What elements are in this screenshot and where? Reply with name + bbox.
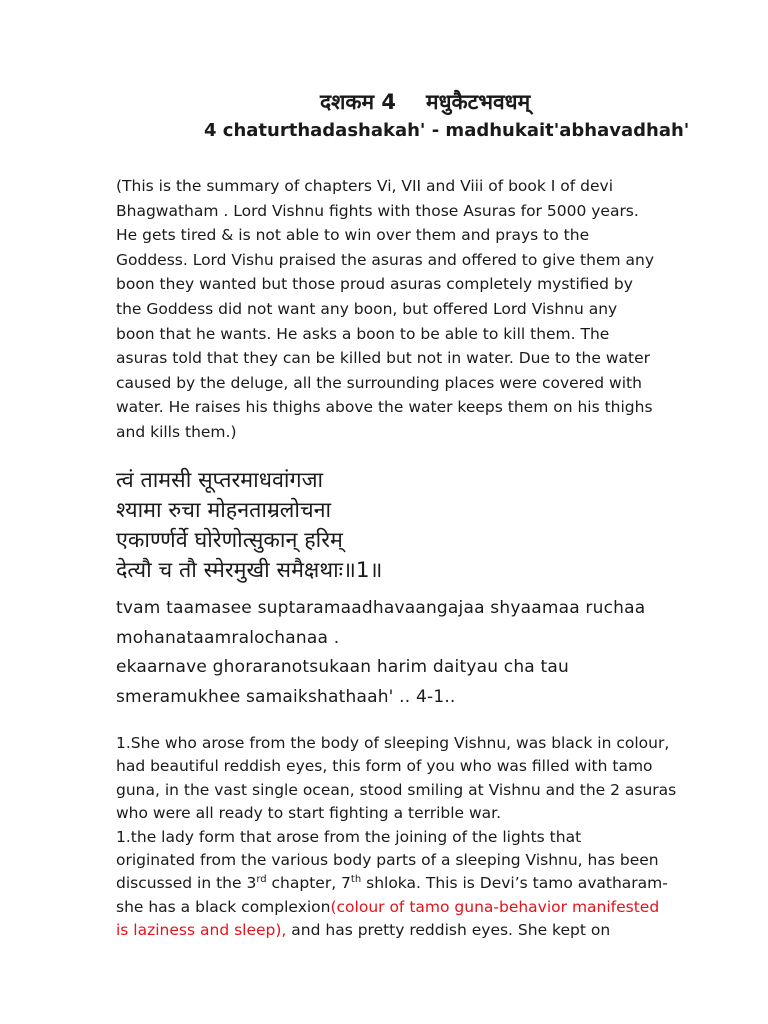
meaning-text: chapter, 7 bbox=[266, 874, 351, 893]
highlighted-note: (colour of tamo guna-behavior manifested bbox=[330, 897, 660, 916]
superscript-th: th bbox=[350, 874, 362, 886]
verse-transliteration bbox=[116, 594, 645, 712]
summary-line: boon they wanted but those proud asuras completely mystified by bbox=[116, 275, 633, 294]
sanskrit-verse bbox=[116, 466, 382, 586]
summary-line: Goddess. Lord Vishu praised the asuras and offered to give them any bbox=[116, 250, 655, 269]
verse-line: श्यामा रुचा मोहनताम्रलोचना bbox=[116, 498, 332, 523]
meaning-line: had beautiful reddish eyes, this form of you who was filled with tamo bbox=[116, 757, 653, 776]
summary-line: the Goddess did not want any boon, but offered Lord Vishnu any bbox=[116, 299, 618, 318]
chapter-heading bbox=[320, 88, 530, 116]
summary-line: He gets tired & is not able to win over them and prays to the bbox=[116, 226, 590, 245]
chapter-title-transliteration: 4 chaturthadashakah' - madhukait'abhavadhah' bbox=[204, 120, 690, 141]
meaning-line bbox=[116, 872, 716, 895]
meaning-text: shloka. This is Devi’s tamo avatharam- bbox=[361, 874, 668, 893]
chapter-summary bbox=[116, 174, 676, 445]
translit-line: ekaarnave ghoraranotsukaan harim daityau cha tau bbox=[116, 657, 569, 677]
verse-line: एकार्ण्णर्वे घोरेणोत्सुकान् हरिम् bbox=[116, 528, 343, 553]
dashakam-number: दशकम 4 bbox=[320, 90, 397, 114]
meaning-text: and has pretty reddish eyes. She kept on bbox=[286, 921, 611, 940]
verse-line: देत्यौ च तौ स्मेरमुखी समैक्षथाः॥1॥ bbox=[116, 558, 383, 583]
summary-line: water. He raises his thighs above the water keeps them on his thighs bbox=[116, 398, 653, 417]
verse-line: त्वं तामसी सूप्तरमाधवांगजा bbox=[116, 468, 324, 493]
meaning-line bbox=[116, 919, 716, 942]
highlighted-note: is laziness and sleep), bbox=[116, 921, 287, 940]
meaning-line: originated from the various body parts of a sleeping Vishnu, has been bbox=[116, 851, 659, 870]
translit-line: tvam taamasee suptaramaadhavaangajaa shyaamaa ruchaa bbox=[116, 598, 646, 618]
verse-meaning bbox=[116, 732, 716, 943]
summary-line: and kills them.) bbox=[116, 422, 237, 441]
chapter-title-devanagari: मधुकैटभवधम् bbox=[426, 90, 531, 114]
summary-line: Bhagwatham . Lord Vishnu fights with those Asuras for 5000 years. bbox=[116, 201, 639, 220]
meaning-line bbox=[116, 896, 716, 919]
summary-line: boon that he wants. He asks a boon to be able to kill them. The bbox=[116, 324, 610, 343]
meaning-line: guna, in the vast single ocean, stood smiling at Vishnu and the 2 asuras bbox=[116, 780, 677, 799]
summary-line: caused by the deluge, all the surrounding places were covered with bbox=[116, 373, 642, 392]
summary-line: asuras told that they can be killed but not in water. Due to the water bbox=[116, 349, 650, 368]
translit-line: mohanataamralochanaa . bbox=[116, 627, 340, 648]
translit-line: smeramukhee samaikshathaah' .. 4-1.. bbox=[116, 686, 456, 707]
meaning-text: discussed in the 3 bbox=[116, 874, 257, 893]
superscript-rd: rd bbox=[256, 874, 267, 886]
summary-line: (This is the summary of chapters Vi, VII and Viii of book I of devi bbox=[116, 177, 614, 195]
meaning-line: who were all ready to start fighting a terrible war. bbox=[116, 804, 502, 823]
meaning-line: 1.She who arose from the body of sleeping Vishnu, was black in colour, bbox=[116, 734, 670, 752]
meaning-line: 1.the lady form that arose from the joining of the lights that bbox=[116, 827, 582, 846]
meaning-text: she has a black complexion bbox=[116, 897, 331, 916]
